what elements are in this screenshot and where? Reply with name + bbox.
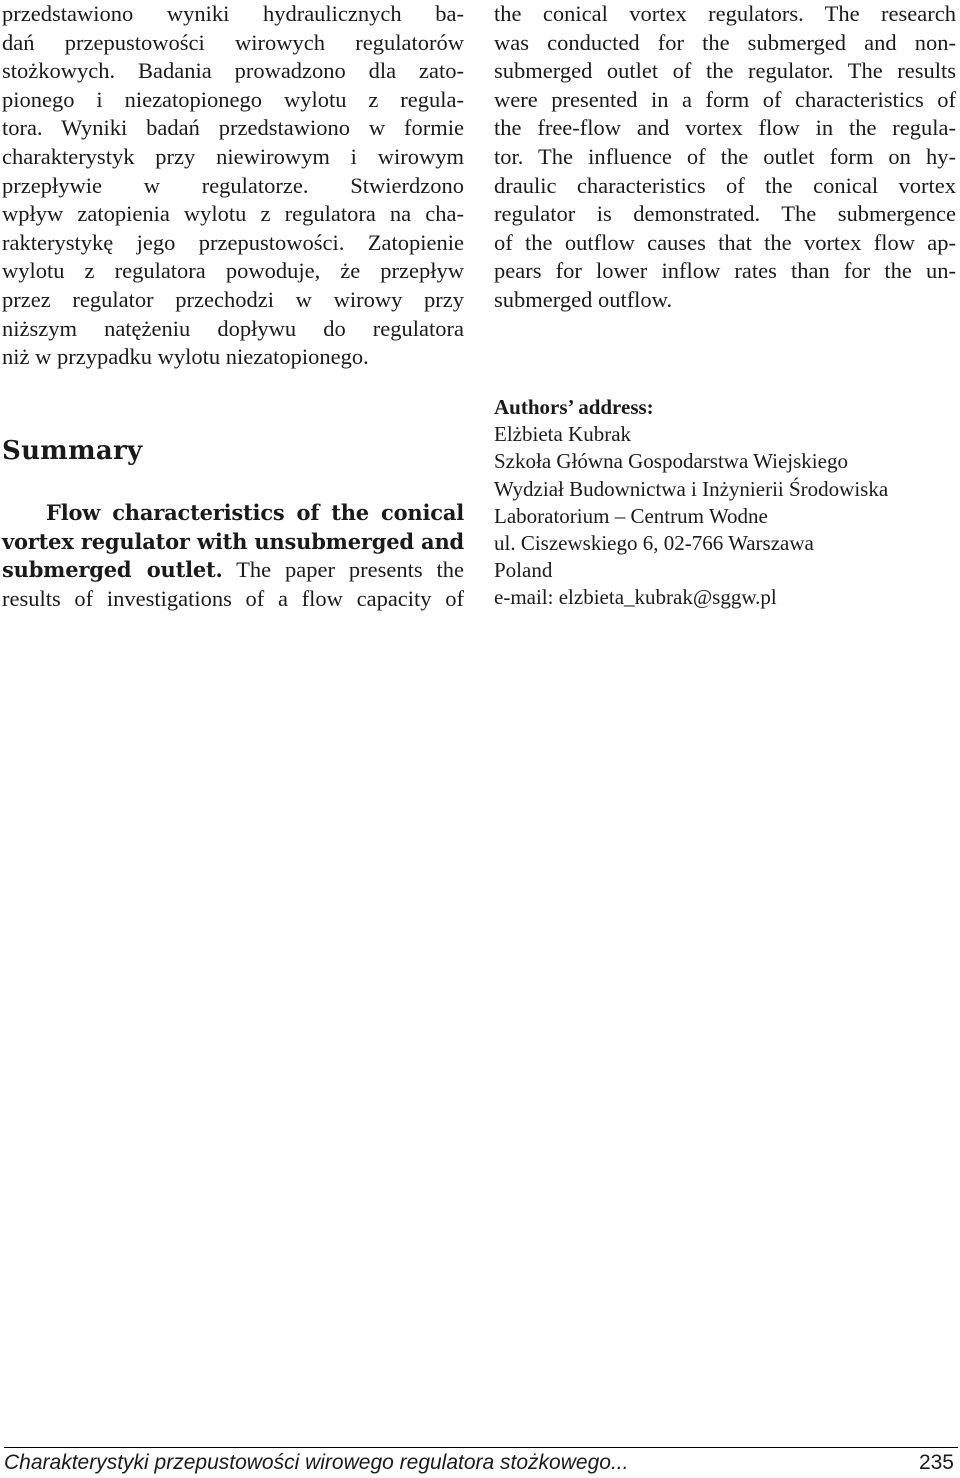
abstract-pl-line: rakterystykę jego przepustowości. Zatopienie <box>2 229 464 255</box>
author-country: Poland <box>494 558 553 583</box>
author-street: ul. Ciszewskiego 6, 02-766 Warszawa <box>494 530 814 555</box>
abstract-en-line: submerged outlet of the regulator. The results <box>494 58 956 84</box>
summary-text-line: results of investigations of a flow capacity of <box>2 585 464 611</box>
abstract-pl-line: dań przepustowości wirowych regulatorów <box>2 29 464 55</box>
abstract-pl-line: przepływie w regulatorze. Stwierdzono <box>2 172 464 198</box>
summary-block <box>2 499 464 613</box>
abstract-pl-line: niż w przypadku wylotu niezatopionego. <box>2 344 369 370</box>
author-email: e-mail: elzbieta_kubrak@sggw.pl <box>494 585 777 610</box>
summary-heading: Summary <box>2 436 143 466</box>
author-faculty: Wydział Budownictwa i Inżynierii Środowiska <box>494 476 889 501</box>
author-institution: Szkoła Główna Gospodarstwa Wiejskiego <box>494 449 848 474</box>
abstract-en-line: the free-flow and vortex flow in the regula- <box>494 115 956 141</box>
authors-address-heading: Authors’ address: <box>494 395 654 419</box>
summary-text: The paper presents the <box>222 557 464 583</box>
abstract-pl-line: stożkowych. Badania prowadzono dla zato- <box>2 58 464 84</box>
author-name: Elżbieta Kubrak <box>494 422 632 447</box>
abstract-en-line: submerged outflow. <box>494 286 673 312</box>
summary-title: submerged outlet. <box>2 557 223 583</box>
abstract-en-line: was conducted for the submerged and non- <box>494 29 956 55</box>
author-lab: Laboratorium – Centrum Wodne <box>494 503 768 528</box>
abstract-en-line: draulic characteristics of the conical vortex <box>494 172 956 198</box>
abstract-en-line: of the outflow causes that the vortex flow ap- <box>494 229 956 255</box>
abstract-en-line: regulator is demonstrated. The submergence <box>494 201 956 227</box>
abstract-pl <box>2 0 464 372</box>
abstract-en-line: the conical vortex regulators. The research <box>494 1 956 26</box>
abstract-en-line: tor. The influence of the outlet form on hy- <box>494 143 956 169</box>
abstract-pl-line: wylotu z regulatora powoduje, że przepływ <box>2 258 464 284</box>
abstract-pl-line: pionego i niezatopionego wylotu z regula- <box>2 86 464 112</box>
abstract-pl-line: niższym natężeniu dopływu do regulatora <box>2 315 464 341</box>
abstract-en-line: pears for lower inflow rates than for the un- <box>494 258 956 284</box>
summary-title: Flow characteristics of the conical <box>46 500 464 525</box>
summary-title-line <box>2 499 464 528</box>
summary-text-line <box>2 556 464 585</box>
page-number: 235 <box>918 1451 954 1474</box>
running-title: Charakterystyki przepustowości wirowego regulatora stożkowego... <box>4 1451 629 1474</box>
abstract-pl-line: przez regulator przechodzi w wirowy przy <box>2 286 464 312</box>
page-footer <box>4 1447 958 1478</box>
summary-title: vortex regulator with unsubmerged and <box>2 528 464 554</box>
summary-title-line <box>2 528 464 557</box>
abstract-pl-line: przedstawiono wyniki hydraulicznych ba- <box>2 1 464 26</box>
abstract-pl-line: tora. Wyniki badań przedstawiono w formie <box>2 115 464 141</box>
abstract-en <box>494 0 956 315</box>
abstract-pl-line: charakterystyk przy niewirowym i wirowym <box>2 143 464 169</box>
abstract-en-line: were presented in a form of characteristics of <box>494 86 956 112</box>
abstract-pl-line: wpływ zatopienia wylotu z regulatora na cha- <box>2 201 464 227</box>
authors-address <box>494 394 956 612</box>
